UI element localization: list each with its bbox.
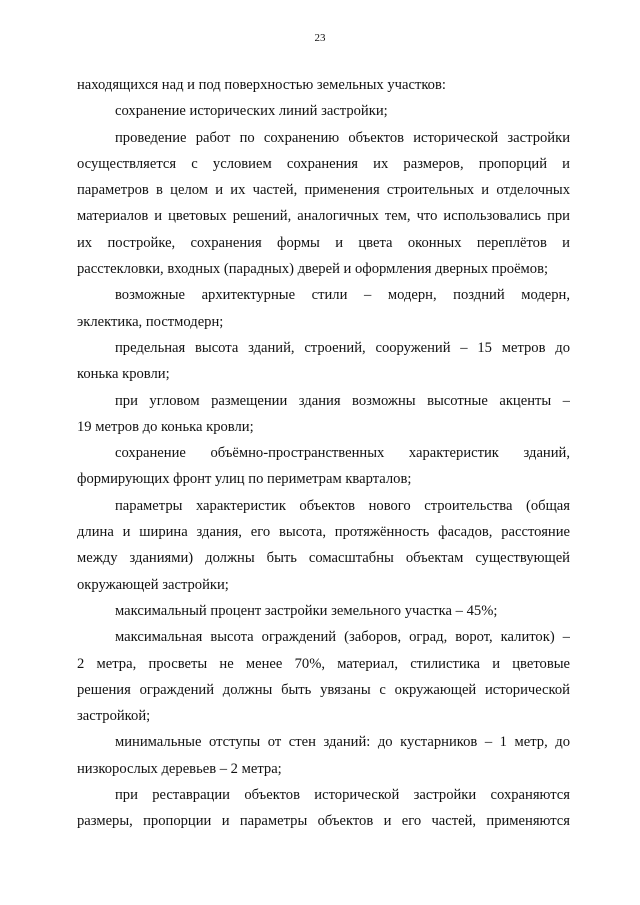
text-line: максимальный процент застройки земельного участка – 45%; xyxy=(115,602,498,619)
text-line: 19 метров до конька кровли; xyxy=(77,418,254,435)
text-line: максимальная высота ограждений (заборов, оград, ворот, калиток) – xyxy=(115,629,570,646)
text-line: минимальные отступы от стен зданий: до кустарников – 1 метр, до xyxy=(115,734,570,751)
text-line: осуществляется с условием сохранения их размеров, пропорций и xyxy=(77,155,570,172)
text-line: застройкой; xyxy=(77,708,151,725)
text-line: их постройке, сохранения формы и цвета оконных переплётов и xyxy=(77,234,570,251)
text-line: параметров в целом и их частей, применения строительных и отделочных xyxy=(77,182,570,199)
text-line: материалов и цветовых решений, аналогичных тем, что использовались при xyxy=(77,208,570,225)
text-line: конька кровли; xyxy=(77,366,170,383)
text-line: длина и ширина здания, его высота, протяжённость фасадов, расстояние xyxy=(77,524,570,541)
text-line: параметры характеристик объектов нового строительства (общая xyxy=(115,497,570,514)
text-line: находящихся над и под поверхностью земельных участков: xyxy=(77,77,446,93)
text-line: размеры, пропорции и параметры объектов и его частей, применяются xyxy=(77,813,570,830)
text-line: сохранение исторических линий застройки; xyxy=(115,103,388,120)
text-line: расстекловки, входных (парадных) дверей и оформления дверных проёмов; xyxy=(77,261,549,278)
text-line: предельная высота зданий, строений, сооружений – 15 метров до xyxy=(115,339,570,356)
text-line: между зданиями) должны быть сомасштабны объектам существующей xyxy=(77,550,570,567)
text-line: при угловом размещении здания возможны высотные акценты – xyxy=(115,392,570,409)
text-line: при реставрации объектов исторической застройки сохраняются xyxy=(115,787,570,804)
text-line: окружающей застройки; xyxy=(77,576,229,593)
text-line: низкорослых деревьев – 2 метра; xyxy=(77,760,282,777)
text-line: формирующих фронт улиц по периметрам кварталов; xyxy=(77,471,412,488)
body-text xyxy=(77,72,570,835)
text-line: решения ограждений должны быть увязаны с окружающей исторической xyxy=(77,681,570,698)
text-line: сохранение объёмно-пространственных характеристик зданий, xyxy=(115,445,570,462)
text-line: возможные архитектурные стили – модерн, поздний модерн, xyxy=(115,287,570,304)
text-line: эклектика, постмодерн; xyxy=(77,313,224,330)
text-line: 2 метра, просветы не менее 70%, материал, стилистика и цветовые xyxy=(77,655,570,672)
text-line: проведение работ по сохранению объектов исторической застройки xyxy=(115,129,570,146)
page-number: 23 xyxy=(314,32,326,44)
